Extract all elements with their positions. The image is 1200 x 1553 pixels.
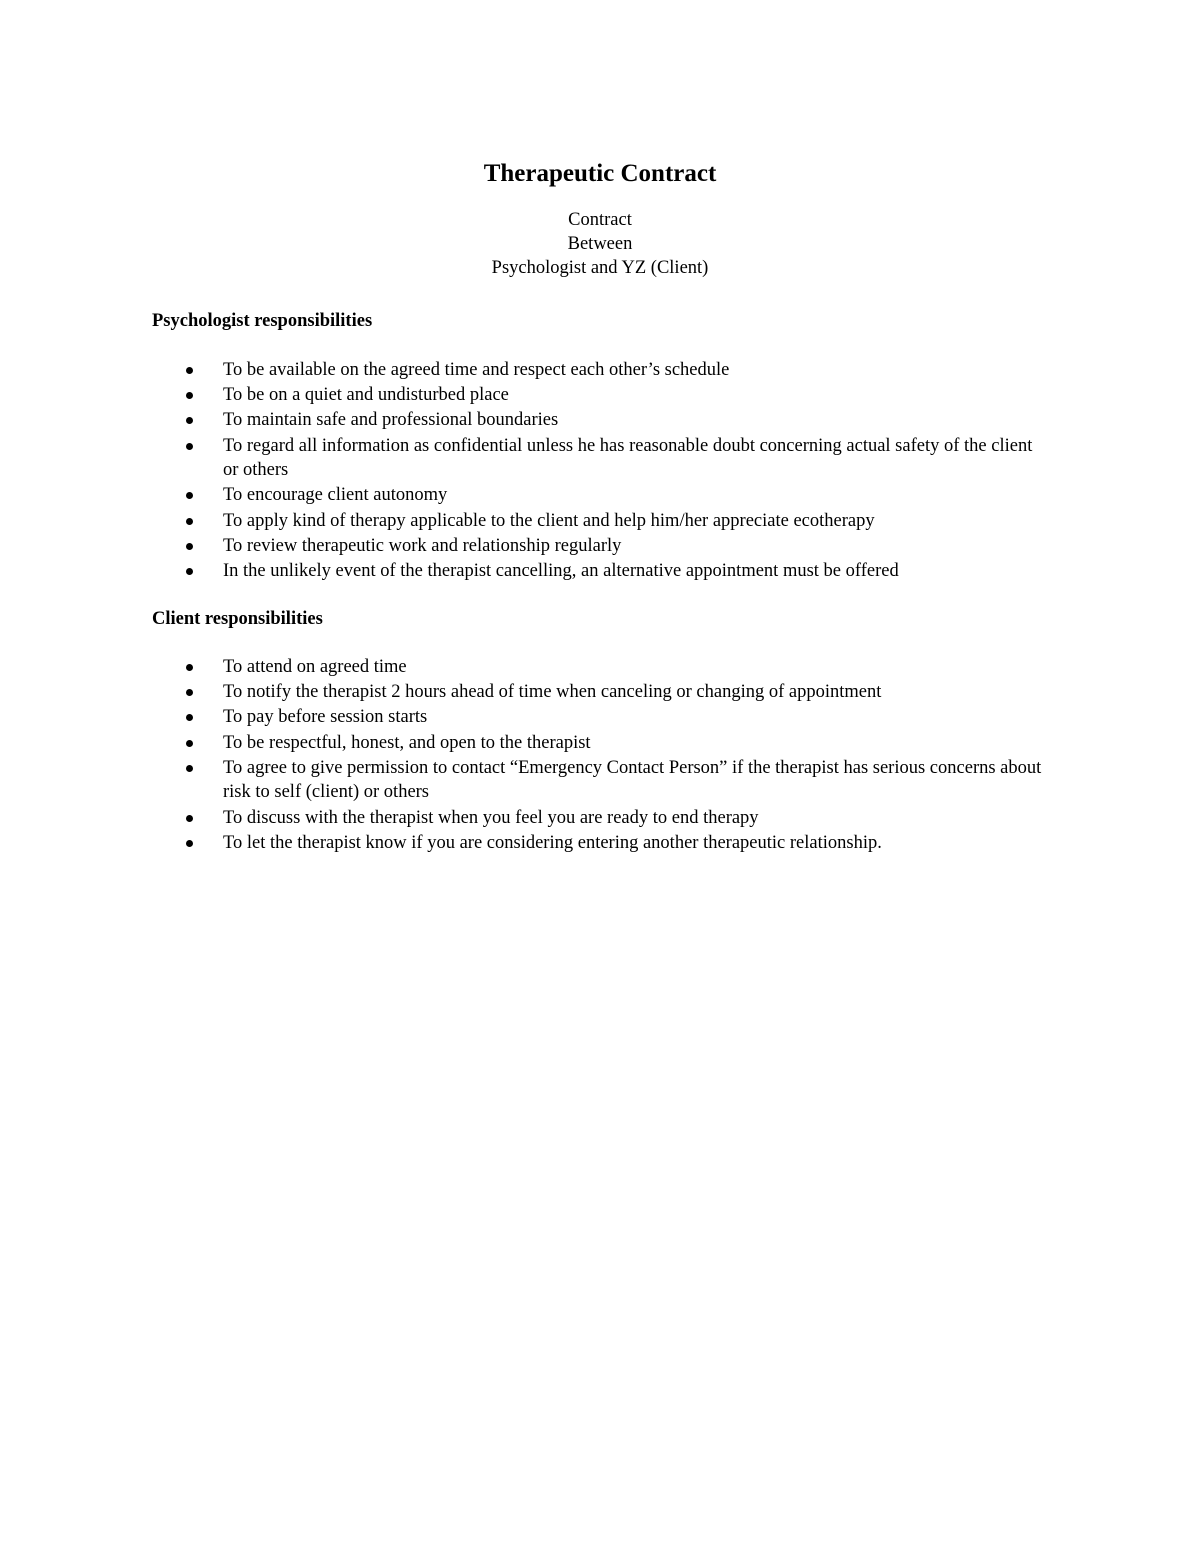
list-item (0, 680, 1200, 705)
bullet-icon (186, 664, 193, 671)
contract-parties (0, 208, 1200, 280)
bullet-icon (186, 492, 193, 499)
parties-line-contract: Contract (568, 210, 632, 230)
list-item-text: To regard all information as confidential unless he has reasonable doubt concerning actual safety of the client or others (223, 435, 1033, 481)
list-item-text: To discuss with the therapist when you feel you are ready to end therapy (223, 807, 759, 828)
bullet-icon (186, 714, 193, 721)
list-item (0, 731, 1200, 756)
parties-line-names: Psychologist and YZ (Client) (491, 258, 709, 278)
list-item-text: In the unlikely event of the therapist cancelling, an alternative appointment must be offered (223, 560, 899, 581)
list-item (0, 756, 1200, 805)
list-item-text: To encourage client autonomy (223, 485, 448, 506)
bullet-icon (186, 392, 193, 399)
bullet-icon (186, 543, 193, 550)
list-item-text: To maintain safe and professional boundaries (223, 410, 559, 431)
parties-line-between: Between (567, 234, 633, 254)
list-item (0, 358, 1200, 383)
bullet-icon (186, 840, 193, 847)
list-item (0, 408, 1200, 433)
list-item-text: To attend on agreed time (223, 657, 407, 677)
list-item (0, 559, 1200, 584)
list-item-text: To be on a quiet and undisturbed place (223, 385, 509, 406)
list-item (0, 831, 1200, 856)
list-item (0, 655, 1200, 680)
psychologist-responsibilities-list (0, 358, 1200, 584)
bullet-icon (186, 765, 193, 772)
bullet-icon (186, 518, 193, 525)
client-responsibilities-heading: Client responsibilities (152, 609, 323, 629)
list-item (0, 806, 1200, 831)
list-item (0, 509, 1200, 534)
client-responsibilities-list (0, 655, 1200, 856)
list-item-text: To review therapeutic work and relationship regularly (223, 535, 622, 556)
bullet-icon (186, 367, 193, 374)
list-item-text: To be available on the agreed time and respect each other’s schedule (223, 360, 730, 380)
psychologist-responsibilities-heading: Psychologist responsibilities (152, 311, 373, 331)
list-item-text: To notify the therapist 2 hours ahead of time when canceling or changing of appointment (223, 682, 882, 703)
list-item-text: To apply kind of therapy applicable to the client and help him/her appreciate ecotherapy (223, 510, 875, 531)
list-item-text: To be respectful, honest, and open to the therapist (223, 732, 591, 753)
bullet-icon (186, 689, 193, 696)
list-item (0, 705, 1200, 730)
list-item (0, 534, 1200, 559)
bullet-icon (186, 417, 193, 424)
bullet-icon (186, 815, 193, 822)
list-item (0, 383, 1200, 408)
document-title: Therapeutic Contract (483, 160, 717, 187)
bullet-icon (186, 740, 193, 747)
list-item (0, 483, 1200, 508)
list-item (0, 434, 1200, 483)
bullet-icon (186, 568, 193, 575)
list-item-text: To let the therapist know if you are considering entering another therapeutic relationship. (223, 832, 882, 853)
bullet-icon (186, 443, 193, 450)
list-item-text: To pay before session starts (223, 707, 428, 728)
list-item-text: To agree to give permission to contact “Emergency Contact Person” if the therapist has serious concerns about risk to self (client) or others (223, 757, 1042, 803)
